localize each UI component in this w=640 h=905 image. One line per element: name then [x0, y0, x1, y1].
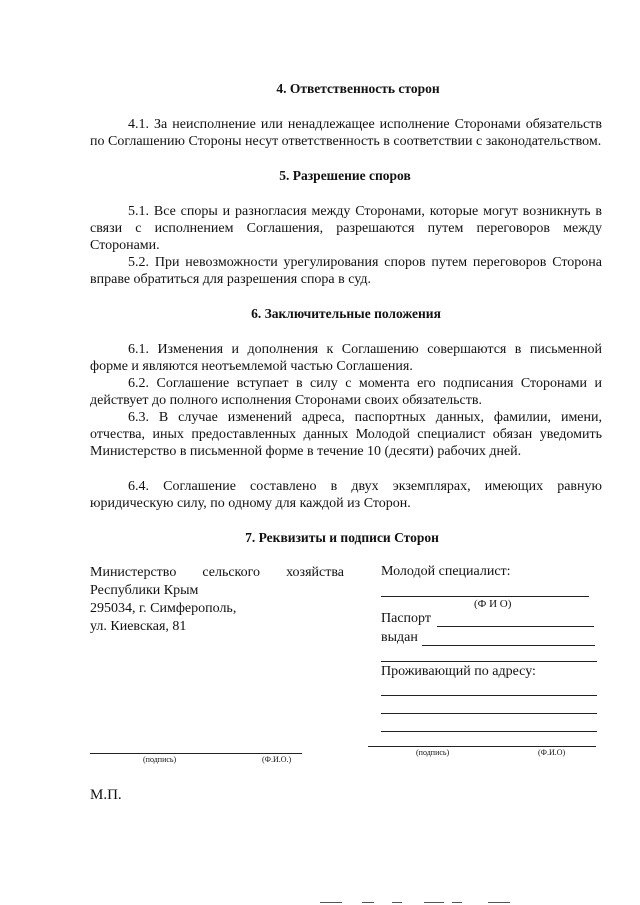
scan-artifact	[362, 902, 374, 903]
section-6-title: 6. Заключительные положения	[251, 306, 441, 321]
passport-line	[437, 626, 594, 627]
ministry-street: ул. Киевская, 81	[90, 619, 187, 634]
ministry-postal-city: 295034, г. Симферополь,	[90, 601, 237, 616]
address-label: Проживающий по адресу:	[381, 664, 536, 679]
ministry-word-2: сельского	[202, 565, 261, 580]
address-line-2	[381, 713, 597, 714]
section-7-title: 7. Реквизиты и подписи Сторон	[245, 530, 439, 545]
section-4-title: 4. Ответственность сторон	[276, 81, 440, 96]
ministry-signature-line	[90, 753, 210, 754]
scan-artifact	[320, 902, 342, 903]
ministry-word-1: Министерство	[90, 565, 177, 580]
specialist-fio-label: (Ф И О)	[474, 598, 512, 610]
clause-6-2: 6.2. Соглашение вступает в силу с момента его подписания Сторонами и действует до полного исполнения Сторонами своих обязательств.	[90, 376, 602, 408]
issued-label: выдан	[381, 630, 418, 645]
issued-line	[422, 645, 595, 646]
specialist-signature-label: (подпись)	[416, 748, 450, 757]
specialist-signature-line	[368, 746, 596, 747]
specialist-fio-line	[381, 596, 589, 597]
clause-6-1: 6.1. Изменения и дополнения к Соглашению совершаются в письменной форме и являются неотъемлемой частью Соглашения.	[90, 342, 602, 374]
clause-6-3: 6.3. В случае изменений адреса, паспортных данных, фамилии, имени, отчества, иных предоставленных данных Молодой специалист обязан уведомить Министерство в письменной форме в течение 10 (десяти) рабочих дней.	[90, 410, 602, 459]
scan-artifact	[452, 902, 462, 903]
scan-artifact	[424, 902, 444, 903]
specialist-title: Молодой специалист:	[381, 564, 511, 579]
clause-5-1: 5.1. Все споры и разногласия между Сторонами, которые могут возникнуть в связи с исполнением Соглашения, разрешаются путем переговоров между Сторонами.	[90, 204, 602, 253]
clause-4-1: 4.1. За неисполнение или ненадлежащее исполнение Сторонами обязательств по Соглашению Стороны несут ответственность в соответствии с законодательством.	[90, 117, 602, 149]
ministry-region: Республики Крым	[90, 583, 199, 598]
section-5-title: 5. Разрешение споров	[279, 168, 411, 183]
address-line-3	[381, 731, 597, 732]
ministry-requisites	[90, 564, 344, 636]
address-line-1	[381, 695, 597, 696]
issued-line-2	[381, 661, 597, 662]
clause-5-2: 5.2. При невозможности урегулирования споров путем переговоров Сторона вправе обратиться для разрешения спора в суд.	[90, 255, 602, 287]
ministry-word-3: хозяйства	[286, 565, 344, 580]
specialist-fio-sign-label: (Ф.И.О)	[538, 748, 566, 757]
ministry-fio-line	[210, 753, 302, 754]
passport-label: Паспорт	[381, 611, 431, 626]
scan-artifact	[392, 902, 402, 903]
ministry-fio-label: (Ф.И.О.)	[262, 755, 292, 764]
stamp-place-label: М.П.	[90, 787, 122, 803]
scan-artifact	[488, 902, 510, 903]
clause-6-4: 6.4. Соглашение составлено в двух экземплярах, имеющих равную юридическую силу, по одному для каждой из Сторон.	[90, 479, 602, 511]
ministry-signature-label: (подпись)	[143, 755, 177, 764]
